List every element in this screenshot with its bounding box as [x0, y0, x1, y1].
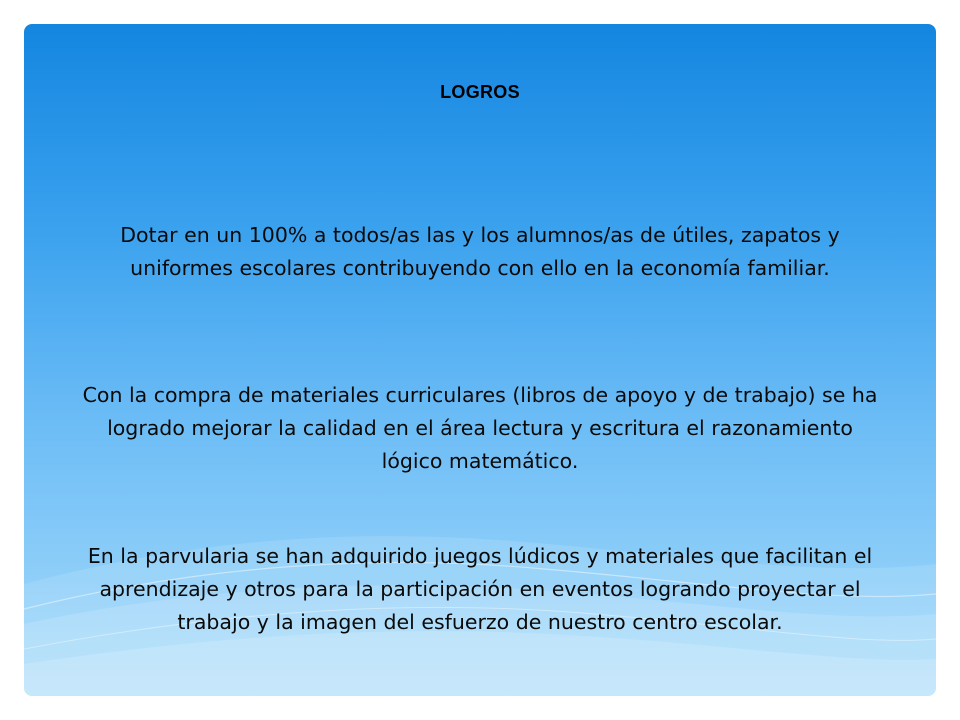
- paragraph-parvularia: En la parvularia se han adquirido juegos lúdicos y materiales que facilitan el aprendizaje y otros para la participación en eventos logrando proyectar el trabajo y la imagen del esfuerzo de nuestro centro escolar.: [87, 544, 873, 634]
- paragraph-materiales: Con la compra de materiales curriculares (libros de apoyo y de trabajo) se ha logrado mejorar la calidad en el área lectura y escritura el razonamiento lógico matemático.: [82, 383, 878, 473]
- slide-title: LOGROS: [440, 82, 520, 102]
- slide-panel: [24, 24, 936, 696]
- paragraph-utiles: Dotar en un 100% a todos/as las y los alumnos/as de útiles, zapatos y uniformes escolares contribuyendo con ello en la economía familiar.: [120, 223, 840, 280]
